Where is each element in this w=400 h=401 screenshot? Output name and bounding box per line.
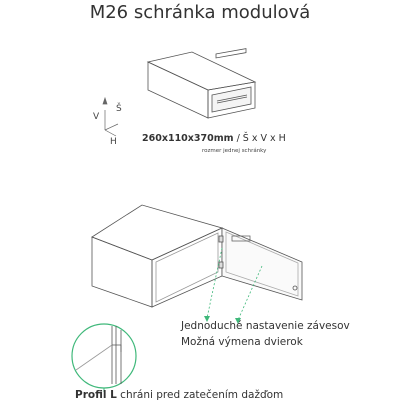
- axis-label-hlbka: H: [110, 137, 117, 147]
- profile-caption-bold: Profil L: [75, 389, 117, 401]
- axis-label-vyska: V: [93, 112, 100, 122]
- closed-box-drawing: [148, 49, 255, 118]
- feature-hinges: Jednoduché nastavenie závesov: [181, 320, 350, 332]
- dimension-value: 260x110x370mm: [142, 133, 234, 144]
- page-title: M26 schránka modulová: [89, 2, 311, 23]
- axis-label-sirka: Š: [116, 104, 122, 114]
- open-box-drawing: [92, 205, 302, 307]
- dimension-note: rozmer jednej schránky: [202, 148, 267, 154]
- profile-detail: [72, 324, 136, 388]
- profile-caption: [75, 389, 283, 401]
- dimension-axes: / Š x V x H: [233, 133, 286, 144]
- profile-caption-rest: chráni pred zatečením dažďom: [116, 389, 284, 401]
- dimension-line: [142, 133, 286, 144]
- feature-door-replacement: Možná výmena dvierok: [181, 336, 303, 348]
